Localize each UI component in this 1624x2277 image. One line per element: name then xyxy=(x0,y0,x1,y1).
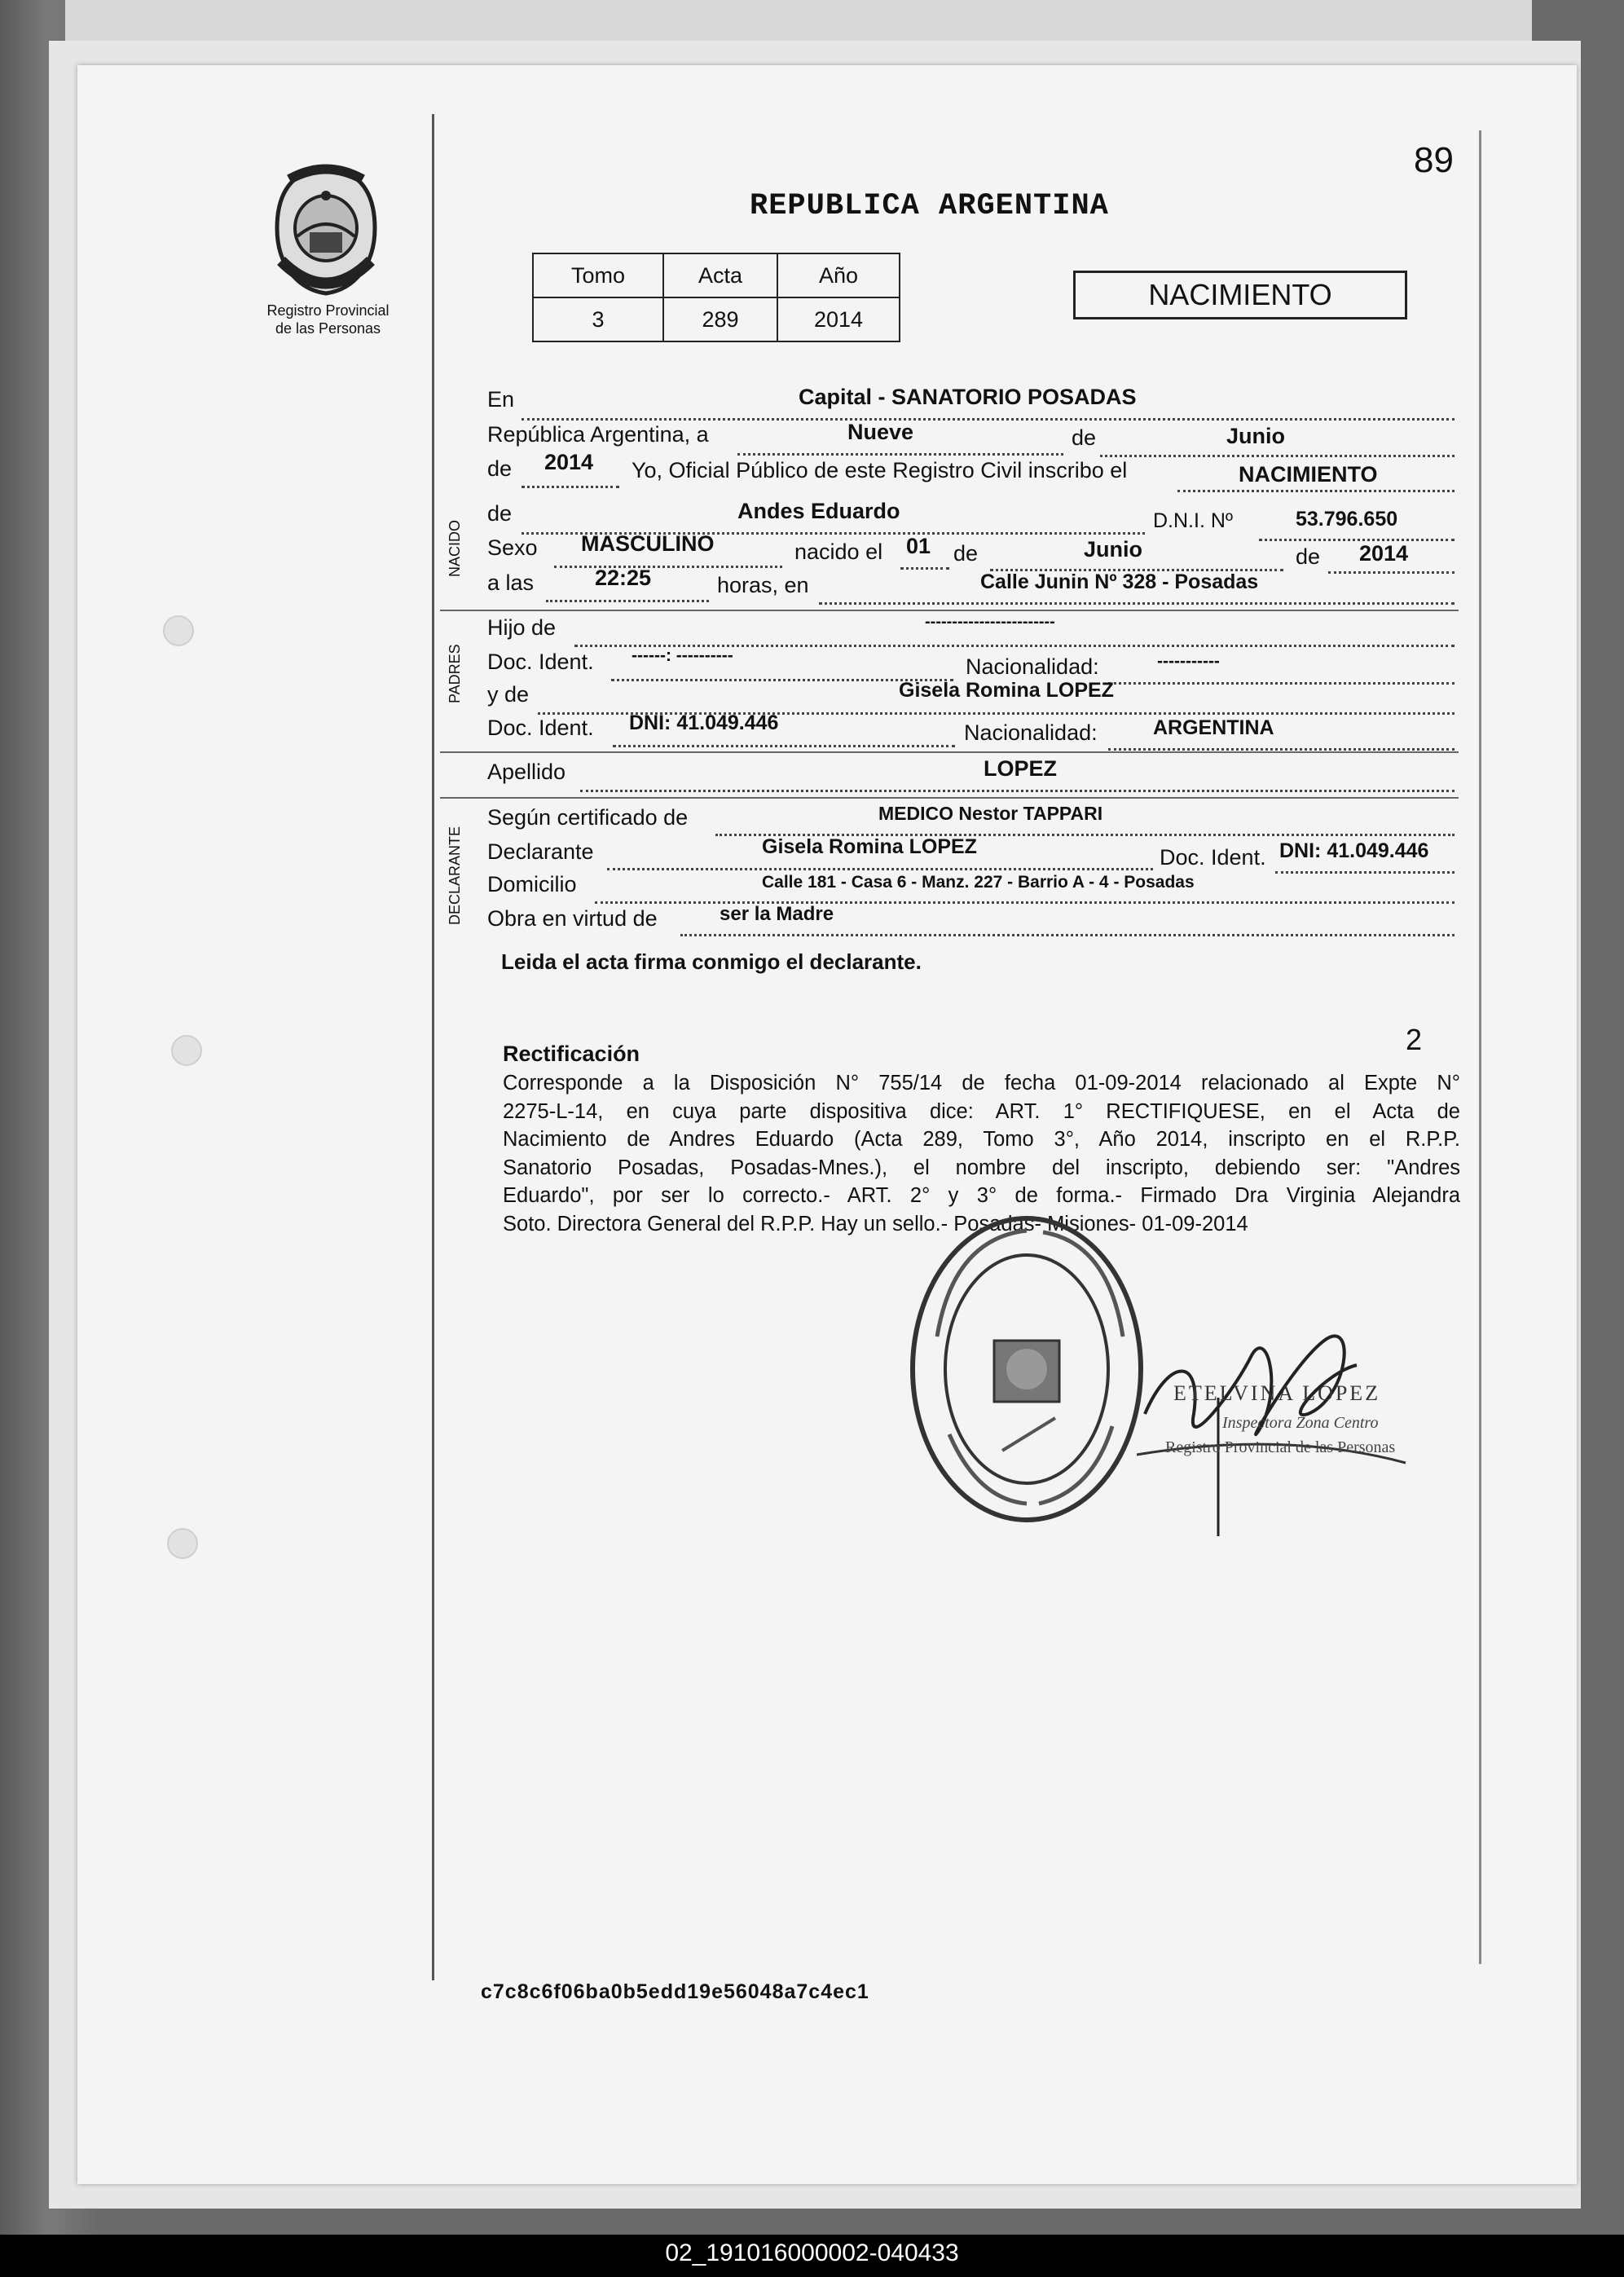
domicilio-label: Domicilio xyxy=(487,872,577,896)
padres-side-label: PADRES xyxy=(447,644,463,703)
dotted-line xyxy=(554,565,782,568)
apellido-value: LOPEZ xyxy=(984,756,1058,781)
doc1-label: Doc. Ident. xyxy=(487,650,594,674)
obra-label: Obra en virtud de xyxy=(487,906,658,931)
yde-label: y de xyxy=(487,682,530,707)
doc1-value: ------: ---------- xyxy=(632,646,733,665)
nacido-side-label: NACIDO xyxy=(447,519,463,577)
nacido-anio: 2014 xyxy=(1359,541,1409,566)
dni-value: 53.796.650 xyxy=(1296,508,1398,531)
header-acta: Acta xyxy=(663,253,777,297)
document-hash: c7c8c6f06ba0b5edd19e56048a7c4ec1 xyxy=(481,1980,869,2003)
nacido-de2: de xyxy=(1296,544,1321,569)
provincial-seal-logo xyxy=(265,163,387,297)
section-divider xyxy=(440,610,1459,611)
alas-label: a las xyxy=(487,570,535,595)
nacido-mes: Junio xyxy=(1084,537,1142,562)
dia-value: Nueve xyxy=(847,420,914,444)
nac2-label: Nacionalidad: xyxy=(964,720,1098,745)
punch-hole xyxy=(171,1035,202,1066)
punch-hole xyxy=(167,1528,198,1559)
signatory-organization: Registro Provincial de las Personas xyxy=(1165,1438,1396,1456)
dotted-line xyxy=(1108,747,1455,751)
doc3-value: DNI: 41.049.446 xyxy=(1279,839,1429,862)
apellido-label: Apellido xyxy=(487,760,566,784)
value-acta: 289 xyxy=(663,297,777,341)
hora-value: 22:25 xyxy=(595,566,652,590)
declarante-side-label: DECLARANTE xyxy=(447,826,463,925)
dotted-line xyxy=(900,566,949,570)
dotted-line xyxy=(546,599,709,602)
margin-line xyxy=(432,114,434,1980)
hijo-value: ------------------------ xyxy=(925,613,1055,631)
page-number: 89 xyxy=(1414,140,1454,180)
header-tomo: Tomo xyxy=(533,253,663,297)
segun-label: Según certificado de xyxy=(487,805,689,830)
dotted-line xyxy=(607,867,1153,870)
rectificacion-line: Nacimiento de Andres Eduardo (Acta 289, Tomo 3°, Año 2014, inscripto en el R.P.P. xyxy=(503,1128,1460,1151)
de-label: de xyxy=(1072,425,1097,450)
en-label: En xyxy=(487,387,515,412)
nombre-value: Andes Eduardo xyxy=(737,499,900,523)
punch-hole xyxy=(163,615,194,646)
rectificacion-line: Eduardo", por ser lo correcto.- ART. 2° y 3° de forma.- Firmado Dra Virginia Alejandra xyxy=(503,1184,1460,1207)
dotted-line xyxy=(819,601,1455,605)
inspectora-stamp xyxy=(904,1206,1149,1532)
dotted-line xyxy=(680,933,1455,936)
inscribo-value: NACIMIENTO xyxy=(1239,462,1378,487)
nacido-dia: 01 xyxy=(906,534,931,558)
dotted-line xyxy=(737,452,1063,456)
rectificacion-line: Corresponde a la Disposición N° 755/14 de fecha 01-09-2014 relacionado al Expte N° xyxy=(503,1072,1460,1094)
value-anio: 2014 xyxy=(777,297,900,341)
section-divider xyxy=(440,797,1459,799)
domicilio-value: Calle 181 - Casa 6 - Manz. 227 - Barrio A - 4 - Posadas xyxy=(762,873,1195,892)
footer-id: 02_191016000002-040433 xyxy=(665,2240,959,2266)
sexo-label: Sexo xyxy=(487,535,538,560)
value-tomo: 3 xyxy=(533,297,663,341)
madre-value: Gisela Romina LOPEZ xyxy=(899,679,1114,702)
dotted-line xyxy=(613,744,955,747)
nac1-value: ----------- xyxy=(1157,652,1220,671)
doc2-label: Doc. Ident. xyxy=(487,716,594,740)
section-divider xyxy=(440,751,1459,753)
hijo-label: Hijo de xyxy=(487,615,557,640)
lugar-value: Calle Junin Nº 328 - Posadas xyxy=(980,570,1259,593)
doc3-label: Doc. Ident. xyxy=(1160,845,1266,870)
seal-caption: Registro Provincial de las Personas xyxy=(266,302,389,337)
dotted-line xyxy=(522,485,619,488)
dotted-line xyxy=(1177,489,1455,492)
nacido-de1: de xyxy=(953,541,979,566)
document-title: REPUBLICA ARGENTINA xyxy=(750,189,1109,223)
signatory-title: Inspectora Zona Centro xyxy=(1222,1414,1379,1432)
sexo-value: MASCULINO xyxy=(581,531,715,556)
oficial-text: Yo, Oficial Público de este Registro Civil inscribo el xyxy=(632,458,1128,482)
nacido-label: nacido el xyxy=(794,540,883,564)
dotted-line xyxy=(1259,538,1455,541)
dotted-line xyxy=(522,417,1455,421)
doc2-value: DNI: 41.049.446 xyxy=(629,711,779,734)
obra-value: ser la Madre xyxy=(720,903,834,925)
header-anio: Año xyxy=(777,253,900,297)
rectificacion-line: 2275-L-14, en cuya parte dispositiva dice: ART. 1° RECTIFIQUESE, en el Acta de xyxy=(503,1099,1460,1123)
mes-value: Junio xyxy=(1226,424,1285,448)
anio-de-label: de xyxy=(487,456,513,481)
dni-label: D.N.I. Nº xyxy=(1153,509,1234,532)
dotted-line xyxy=(580,789,1455,792)
registry-table xyxy=(532,253,900,342)
signatory-name: ETELVINA LÓPEZ xyxy=(1173,1381,1381,1405)
en-value: Capital - SANATORIO POSADAS xyxy=(799,385,1137,409)
rectificacion-line: Soto. Directora General del R.P.P. Hay un sello.- Posadas- Misiones- 01-09-2014 xyxy=(503,1212,1248,1235)
margin-line-right xyxy=(1479,130,1481,1964)
nac1-label: Nacionalidad: xyxy=(966,654,1099,679)
declarante-label: Declarante xyxy=(487,839,594,864)
nac2-value: ARGENTINA xyxy=(1153,716,1274,739)
record-type-box: NACIMIENTO xyxy=(1073,271,1407,319)
republica-label: República Argentina, a xyxy=(487,422,709,447)
segun-value: MEDICO Nestor TAPPARI xyxy=(878,803,1103,824)
dotted-line xyxy=(1108,681,1455,685)
rectificacion-title: Rectificación xyxy=(503,1042,640,1066)
anio-value: 2014 xyxy=(544,450,594,474)
horas-label: horas, en xyxy=(717,573,809,597)
closing-note: Leida el acta firma conmigo el declarante. xyxy=(501,949,922,974)
dotted-line xyxy=(1100,454,1455,457)
dotted-line xyxy=(1328,570,1455,574)
nombre-label: de xyxy=(487,501,513,526)
declarante-value: Gisela Romina LOPEZ xyxy=(762,835,977,858)
rectificacion-line: Sanatorio Posadas, Posadas-Mnes.), el nombre del inscripto, debiendo ser: "Andres xyxy=(503,1156,1460,1179)
rectificacion-number: 2 xyxy=(1406,1023,1423,1056)
dotted-line xyxy=(1275,870,1455,874)
